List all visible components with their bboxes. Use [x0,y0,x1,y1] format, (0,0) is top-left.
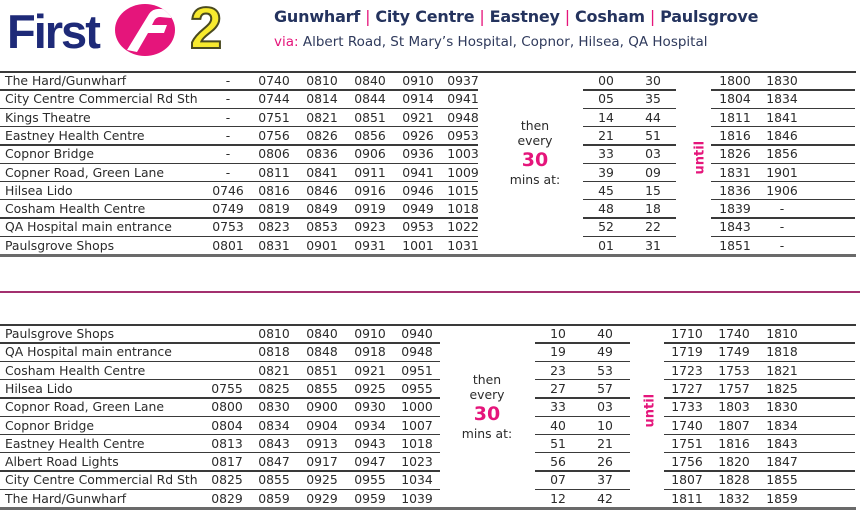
last-departure-time: 1820 [718,454,750,470]
last-departure-time: 1901 [766,164,798,180]
minutes-past-hour: 12 [550,490,566,506]
last-departure-time: 1800 [719,73,751,88]
minutes-past-hour: 44 [645,109,661,125]
departure-time: 0910 [402,73,434,88]
minutes-past-hour: 21 [598,127,614,143]
every-label: every [469,387,505,402]
departure-time: 0816 [258,182,290,198]
departure-time: 0755 [211,380,243,396]
departure-time: 0959 [354,490,386,506]
departure-time: 0817 [211,454,243,470]
departure-time: 0923 [354,219,386,235]
separator: | [564,7,570,26]
minutes-past-hour: 19 [550,344,566,360]
minutes-past-hour: 37 [597,472,613,488]
last-departure-time: 1816 [718,435,750,451]
last-departure-time: 1818 [766,344,798,360]
departure-time: 0846 [306,182,338,198]
last-departure-time: 1906 [766,182,798,198]
last-departure-time: 1846 [766,127,798,143]
departure-time: 0756 [258,127,290,143]
departure-time: 0930 [354,399,386,415]
minutes-past-hour: 31 [645,237,661,253]
last-departure-time: 1843 [719,219,751,235]
departure-time: 0937 [447,73,479,88]
departure-time: 0953 [402,219,434,235]
minutes-past-hour: 57 [597,380,613,396]
last-departure-time: 1847 [766,454,798,470]
last-departure-time: 1807 [671,472,703,488]
last-departure-time: - [779,219,785,235]
separator: | [479,7,485,26]
departure-time: 1034 [401,472,433,488]
departure-time: 0946 [402,182,434,198]
stop-name: Cosham Health Centre [5,362,146,378]
table-row [0,343,860,361]
departure-time: - [225,146,231,162]
departure-time: 0934 [354,417,386,433]
departure-time: 1000 [401,399,433,415]
departure-time: 1015 [447,182,479,198]
departure-time: 0801 [212,237,244,253]
last-departure-time: 1751 [671,435,703,451]
departure-time: 0830 [258,399,290,415]
minutes-past-hour: 48 [598,201,614,217]
then-label: then [472,372,502,387]
last-departure-time: 1756 [671,454,703,470]
departure-time: 0855 [258,472,290,488]
stop-name: Eastney Health Centre [5,127,145,143]
departure-time: - [225,73,231,88]
minutes-past-hour: 27 [550,380,566,396]
departure-time: 0834 [258,417,290,433]
departure-time: 0821 [258,362,290,378]
departure-time: 0840 [306,326,338,341]
table-row [0,453,860,471]
departure-time: 0914 [402,91,434,107]
stop-name: Copnor Bridge [5,417,94,433]
departure-time: 0804 [211,417,243,433]
departure-time: 1031 [447,237,479,253]
last-departure-time: 1843 [766,435,798,451]
departure-time: 0843 [258,435,290,451]
stop-name: Paulsgrove Shops [5,326,115,341]
departure-time: 0826 [306,127,338,143]
stop-name: Albert Road Lights [5,454,119,470]
table-row [0,380,860,398]
frequency-note [447,372,527,441]
last-departure-time: 1807 [718,417,750,433]
departure-time: 0910 [354,326,386,341]
last-departure-time: 1804 [719,91,751,107]
departure-time: 0917 [306,454,338,470]
separator: | [365,7,371,26]
last-departure-time: 1723 [671,362,703,378]
stop-name: Eastney Health Centre [5,435,145,451]
departure-time: 0926 [402,127,434,143]
mins-at-label: mins at: [509,172,561,187]
stop-name: Hilsea Lido [5,182,73,198]
minutes-past-hour: 52 [598,219,614,235]
departure-time: 0851 [306,362,338,378]
minutes-past-hour: 45 [598,182,614,198]
departure-time: 0911 [354,164,386,180]
departure-time: 0859 [258,490,290,506]
minutes-past-hour: 01 [598,237,614,253]
stop-name: Cosham Health Centre [5,201,146,217]
departure-time: 0947 [354,454,386,470]
last-departure-time: 1828 [718,472,750,488]
departure-time: 0800 [211,399,243,415]
departure-time: 0949 [402,201,434,217]
route-number: 2 [190,0,223,61]
departure-time: - [225,91,231,107]
last-departure-time: 1855 [766,472,798,488]
stop-name: Copner Road, Green Lane [5,164,165,180]
minutes-past-hour: 33 [550,399,566,415]
departure-time: - [225,164,231,180]
table-row [0,362,860,380]
last-departure-time: 1859 [766,490,798,506]
minutes-past-hour: 03 [597,399,613,415]
minutes-past-hour: 39 [598,164,614,180]
departure-time: 1003 [447,146,479,162]
mins-at-label: mins at: [461,426,513,441]
departure-time: 0749 [212,201,244,217]
minutes-past-hour: 23 [550,362,566,378]
departure-time: 0941 [402,164,434,180]
minutes-past-hour: 10 [597,417,613,433]
last-departure-time: 1740 [671,417,703,433]
departure-time: 1022 [447,219,479,235]
via-label: via: [274,34,299,50]
stop-name: Kings Theatre [5,109,91,125]
departure-time: 1018 [401,435,433,451]
departure-time: 1001 [402,237,434,253]
departure-time: 0849 [306,201,338,217]
departure-time: 0940 [401,326,433,341]
departure-time: 0831 [258,237,290,253]
departure-time: 0819 [258,201,290,217]
table-row [0,490,860,508]
last-departure-time: 1811 [719,109,751,125]
destination: Eastney [489,7,560,26]
last-departure-time: 1834 [766,91,798,107]
departure-time: 0753 [212,219,244,235]
departure-time: 0931 [354,237,386,253]
last-departure-time: 1826 [719,146,751,162]
minutes-past-hour: 53 [597,362,613,378]
last-departure-time: 1710 [671,326,703,341]
departure-time: 0740 [258,73,290,88]
last-departure-time: 1851 [719,237,751,253]
minutes-past-hour: 51 [645,127,661,143]
table-row [0,471,860,489]
stop-name: Copnor Bridge [5,146,94,162]
departure-time: 0855 [306,380,338,396]
last-departure-time: 1831 [719,164,751,180]
departure-time: 0806 [258,146,290,162]
last-departure-time: 1753 [718,362,750,378]
last-departure-time: 1832 [718,490,750,506]
departure-time: 0948 [401,344,433,360]
last-departure-time: 1825 [766,380,798,396]
departure-time: 0814 [306,91,338,107]
minutes-past-hour: 33 [598,146,614,162]
departure-time: 0818 [258,344,290,360]
frequency-minutes: 30 [473,403,501,425]
last-departure-time: 1810 [766,326,798,341]
last-departure-time: 1749 [718,344,750,360]
minutes-past-hour: 21 [597,435,613,451]
departure-time: 0844 [354,91,386,107]
departure-time: 1009 [447,164,479,180]
departure-time: 1007 [401,417,433,433]
minutes-past-hour: 18 [645,201,661,217]
destination: City Centre [375,7,475,26]
stop-name: The Hard/Gunwharf [5,490,127,506]
stop-name: Hilsea Lido [5,380,73,396]
minutes-past-hour: 09 [645,164,661,180]
minutes-past-hour: 40 [597,326,613,341]
departure-time: 0955 [354,472,386,488]
table-bottom-border [0,507,856,510]
minutes-past-hour: 05 [598,91,614,107]
stop-name: QA Hospital main entrance [5,219,172,235]
stop-name: QA Hospital main entrance [5,344,172,360]
departure-time: 0746 [212,182,244,198]
last-departure-time: 1733 [671,399,703,415]
last-departure-time: 1830 [766,399,798,415]
departure-time: 1018 [447,201,479,217]
departure-time: 0829 [211,490,243,506]
departure-time: 0840 [354,73,386,88]
destination: Cosham [574,7,645,26]
last-departure-time: 1803 [718,399,750,415]
last-departure-time: 1841 [766,109,798,125]
last-departure-time: 1757 [718,380,750,396]
departure-time: 0953 [447,127,479,143]
departure-time: - [225,127,231,143]
departure-time: 0925 [306,472,338,488]
departure-time: 0825 [258,380,290,396]
until-label: until [692,140,708,175]
departure-time: 0906 [354,146,386,162]
last-departure-time: 1856 [766,146,798,162]
until-label: until [642,393,658,428]
separator: | [649,7,656,26]
departure-time: 0925 [354,380,386,396]
minutes-past-hour: 40 [550,417,566,433]
last-departure-time: 1719 [671,344,703,360]
first-logo-text: First [7,5,99,58]
departure-time: 0948 [447,109,479,125]
minutes-past-hour: 10 [550,326,566,341]
departure-time: 0853 [306,219,338,235]
minutes-past-hour: 49 [597,344,613,360]
via-text: Albert Road, St Mary’s Hospital, Copnor, Hilsea, QA Hospital [298,34,708,50]
table-row [0,417,860,435]
minutes-past-hour: 26 [597,454,613,470]
departure-time: 0941 [447,91,479,107]
minutes-past-hour: 14 [598,109,614,125]
departure-time: 0936 [402,146,434,162]
departure-time: 0847 [258,454,290,470]
last-departure-time: 1836 [719,182,751,198]
then-label: then [520,118,550,133]
departure-time: 0856 [354,127,386,143]
stop-name: City Centre Commercial Rd Sth [5,91,198,107]
last-departure-time: 1727 [671,380,703,396]
departure-time: 0841 [306,164,338,180]
last-departure-time: 1830 [766,73,798,88]
destination: Gunwharf [274,7,361,26]
departure-time: 0744 [258,91,290,107]
departure-time: 0901 [306,237,338,253]
last-departure-time: - [779,237,785,253]
table-row [0,435,860,453]
last-departure-time: 1816 [719,127,751,143]
every-label: every [517,133,553,148]
departure-time: 0813 [211,435,243,451]
departure-time: 0921 [354,362,386,378]
last-departure-time: - [779,201,785,217]
departure-time: 0951 [401,362,433,378]
departure-time: 0825 [211,472,243,488]
departure-time: 0904 [306,417,338,433]
departure-time: 0955 [401,380,433,396]
minutes-past-hour: 03 [645,146,661,162]
destination: Paulsgrove [660,7,759,26]
table-row [0,325,860,343]
last-departure-time: 1821 [766,362,798,378]
departure-time: 0751 [258,109,290,125]
table-row [0,398,860,416]
minutes-past-hour: 35 [645,91,661,107]
departure-time: 0919 [354,201,386,217]
departure-time: 1039 [401,490,433,506]
departure-time: 0823 [258,219,290,235]
departure-time: 0943 [354,435,386,451]
minutes-past-hour: 07 [550,472,566,488]
last-departure-time: 1839 [719,201,751,217]
minutes-past-hour: 00 [598,73,614,88]
minutes-past-hour: 30 [645,73,661,88]
departure-time: 0811 [258,164,290,180]
departure-time: 0810 [258,326,290,341]
departure-time: 0836 [306,146,338,162]
departure-time: - [225,109,231,125]
departure-time: 0921 [402,109,434,125]
departure-time: 0929 [306,490,338,506]
departure-time: 0918 [354,344,386,360]
minutes-past-hour: 22 [645,219,661,235]
stop-name: Paulsgrove Shops [5,237,115,253]
minutes-past-hour: 51 [550,435,566,451]
stop-name: The Hard/Gunwharf [5,73,127,88]
frequency-minutes: 30 [521,149,549,171]
departure-time: 0821 [306,109,338,125]
minutes-past-hour: 42 [597,490,613,506]
minutes-past-hour: 15 [645,182,661,198]
departure-time: 0913 [306,435,338,451]
departure-time: 0810 [306,73,338,88]
departure-time: 0848 [306,344,338,360]
departure-time: 1023 [401,454,433,470]
stop-name: City Centre Commercial Rd Sth [5,472,198,488]
last-departure-time: 1811 [671,490,703,506]
departure-time: 0916 [354,182,386,198]
last-departure-time: 1834 [766,417,798,433]
minutes-past-hour: 56 [550,454,566,470]
last-departure-time: 1740 [718,326,750,341]
departure-time: 0851 [354,109,386,125]
departure-time: 0900 [306,399,338,415]
stop-name: Copnor Road, Green Lane [5,399,164,415]
